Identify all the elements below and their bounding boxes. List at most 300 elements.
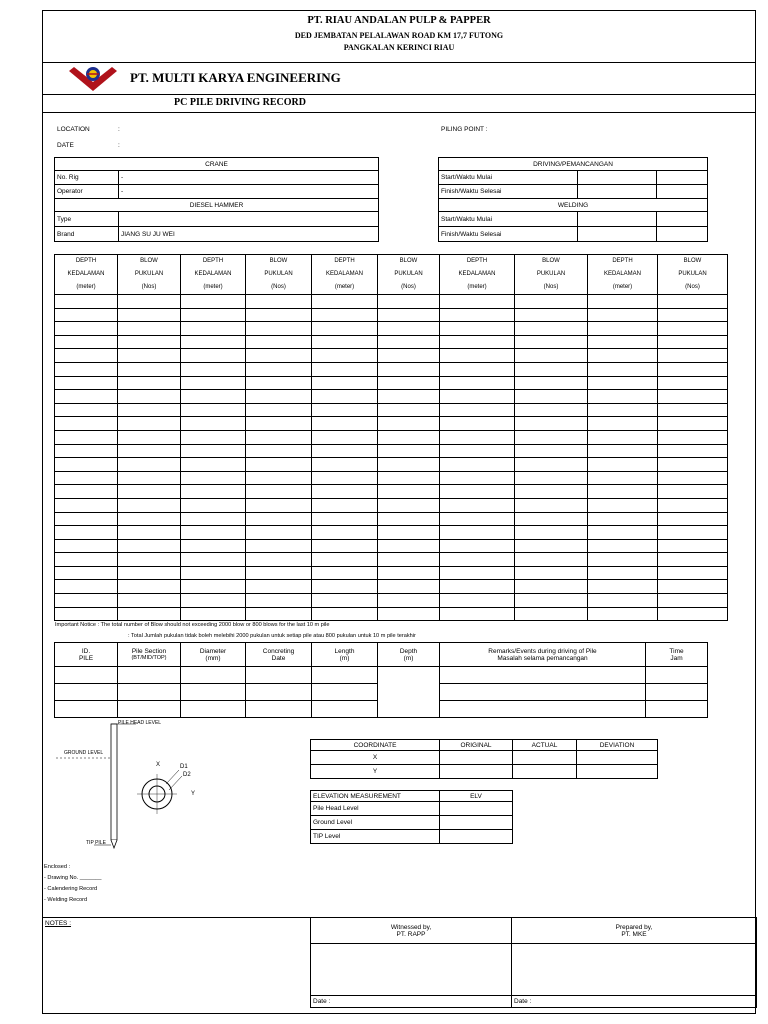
depth-cell[interactable]	[312, 349, 378, 363]
depth-cell[interactable]	[181, 295, 246, 309]
blow-cell[interactable]	[658, 471, 728, 485]
blow-cell[interactable]	[246, 526, 312, 540]
blow-cell[interactable]	[118, 526, 181, 540]
depth-cell[interactable]	[312, 403, 378, 417]
blow-cell[interactable]	[118, 403, 181, 417]
remarks-header: Remarks/Events during driving of Pile Masalah selama pemancangan	[440, 643, 646, 667]
depth-cell[interactable]	[588, 553, 658, 567]
pile-cell[interactable]	[118, 667, 181, 684]
elevation-cell[interactable]	[440, 830, 513, 844]
witness-date[interactable]: Date :	[311, 996, 512, 1008]
blow-cell[interactable]	[118, 498, 181, 512]
blow-cell[interactable]	[118, 512, 181, 526]
blow-cell[interactable]	[658, 362, 728, 376]
blow-cell[interactable]	[246, 403, 312, 417]
depth-cell[interactable]	[588, 485, 658, 499]
depth-cell[interactable]	[181, 498, 246, 512]
depth-cell[interactable]	[181, 471, 246, 485]
blow-cell[interactable]	[658, 553, 728, 567]
depth-cell[interactable]	[440, 403, 515, 417]
depth-cell[interactable]	[181, 580, 246, 594]
depth-cell[interactable]	[312, 512, 378, 526]
depth-cell[interactable]	[588, 349, 658, 363]
blow-cell[interactable]	[515, 295, 588, 309]
depth-cell[interactable]	[55, 390, 118, 404]
blow-cell[interactable]	[378, 322, 440, 336]
blow-cell[interactable]	[515, 430, 588, 444]
blow-cell[interactable]	[118, 553, 181, 567]
blow-cell[interactable]	[118, 471, 181, 485]
depth-cell[interactable]	[588, 430, 658, 444]
depth-cell[interactable]	[55, 458, 118, 472]
depth-cell[interactable]	[440, 308, 515, 322]
depth-cell[interactable]	[181, 458, 246, 472]
depth-cell[interactable]	[55, 376, 118, 390]
depth-cell[interactable]	[181, 430, 246, 444]
depth-cell[interactable]	[312, 485, 378, 499]
blow-cell[interactable]	[246, 390, 312, 404]
depth-cell[interactable]	[55, 485, 118, 499]
blow-cell[interactable]	[118, 376, 181, 390]
depth-cell[interactable]	[181, 539, 246, 553]
blow-cell[interactable]	[378, 349, 440, 363]
depth-cell[interactable]	[440, 526, 515, 540]
witness-signature-area[interactable]	[311, 944, 512, 996]
depth-cell[interactable]	[588, 376, 658, 390]
blow-cell[interactable]	[515, 498, 588, 512]
blow-cell[interactable]	[118, 485, 181, 499]
blow-cell[interactable]	[118, 295, 181, 309]
blow-cell[interactable]	[378, 607, 440, 621]
blow-cell[interactable]	[378, 485, 440, 499]
blow-cell[interactable]	[378, 376, 440, 390]
blow-cell[interactable]	[515, 376, 588, 390]
pile-depth-cell[interactable]	[378, 667, 440, 718]
pile-cell[interactable]	[312, 684, 378, 701]
depth-cell[interactable]	[181, 403, 246, 417]
blow-cell[interactable]	[658, 295, 728, 309]
pile-cell[interactable]	[55, 667, 118, 684]
elevation-cell[interactable]	[440, 802, 513, 816]
blow-cell[interactable]	[118, 539, 181, 553]
depth-cell[interactable]	[440, 553, 515, 567]
blow-cell[interactable]	[246, 349, 312, 363]
pile-cell[interactable]	[312, 701, 378, 718]
type-value[interactable]	[119, 212, 379, 227]
welding-start-value[interactable]	[578, 212, 657, 227]
blow-cell[interactable]	[658, 539, 728, 553]
blow-cell[interactable]	[118, 607, 181, 621]
depth-cell[interactable]	[55, 498, 118, 512]
blow-cell[interactable]	[246, 607, 312, 621]
blow-cell[interactable]	[658, 512, 728, 526]
blow-cell[interactable]	[658, 485, 728, 499]
blow-cell[interactable]	[515, 362, 588, 376]
blow-cell[interactable]	[658, 335, 728, 349]
piling-point-label: PILING POINT :	[441, 126, 488, 133]
blow-cell[interactable]	[246, 458, 312, 472]
blow-cell[interactable]	[118, 362, 181, 376]
driving-finish-value[interactable]	[578, 185, 657, 199]
company-logo-icon	[66, 64, 120, 92]
blow-cell[interactable]	[658, 580, 728, 594]
blow-cell[interactable]	[378, 539, 440, 553]
depth-cell[interactable]	[181, 526, 246, 540]
pile-cell[interactable]	[440, 667, 646, 684]
blow-cell[interactable]	[515, 335, 588, 349]
blow-cell[interactable]	[658, 417, 728, 431]
driving-finish-extra[interactable]	[657, 185, 708, 199]
depth-cell[interactable]	[588, 594, 658, 608]
depth-cell[interactable]	[55, 566, 118, 580]
depth-cell[interactable]	[55, 471, 118, 485]
blow-cell[interactable]	[118, 322, 181, 336]
pile-cell[interactable]	[246, 701, 312, 718]
blow-cell[interactable]	[246, 430, 312, 444]
blow-cell[interactable]	[515, 458, 588, 472]
depth-cell[interactable]	[312, 498, 378, 512]
operator-value[interactable]: -	[119, 185, 379, 199]
blow-cell[interactable]	[515, 580, 588, 594]
driving-start-extra[interactable]	[657, 171, 708, 185]
depth-cell[interactable]	[55, 607, 118, 621]
pile-cell[interactable]	[55, 701, 118, 718]
pile-cell[interactable]	[246, 667, 312, 684]
depth-cell[interactable]	[312, 580, 378, 594]
blow-cell[interactable]	[246, 539, 312, 553]
depth-cell[interactable]	[312, 295, 378, 309]
blow-cell[interactable]	[515, 594, 588, 608]
blow-cell[interactable]	[246, 444, 312, 458]
blow-cell[interactable]	[118, 444, 181, 458]
blow-cell[interactable]	[515, 526, 588, 540]
pile-cell[interactable]	[312, 667, 378, 684]
depth-cell[interactable]	[312, 430, 378, 444]
blow-cell[interactable]	[378, 471, 440, 485]
blow-cell[interactable]	[515, 417, 588, 431]
depth-cell[interactable]	[181, 485, 246, 499]
blow-cell[interactable]	[118, 580, 181, 594]
depth-cell[interactable]	[440, 539, 515, 553]
depth-cell[interactable]	[181, 594, 246, 608]
blow-cell[interactable]	[118, 335, 181, 349]
blow-record-row	[55, 362, 728, 376]
blow-cell[interactable]	[378, 417, 440, 431]
depth-cell[interactable]	[181, 308, 246, 322]
blow-cell[interactable]	[658, 458, 728, 472]
elevation-header: ELEVATION MEASUREMENT	[311, 791, 440, 802]
depth-cell[interactable]	[440, 512, 515, 526]
length-header: Length (m)	[312, 643, 378, 667]
blow-cell[interactable]	[246, 417, 312, 431]
blow-cell[interactable]	[118, 308, 181, 322]
depth-cell[interactable]	[181, 376, 246, 390]
driving-start-value[interactable]	[578, 171, 657, 185]
blow-cell[interactable]	[658, 430, 728, 444]
blow-cell[interactable]	[515, 553, 588, 567]
blow-cell[interactable]	[378, 308, 440, 322]
blow-cell[interactable]	[658, 566, 728, 580]
depth-cell[interactable]	[312, 376, 378, 390]
blow-cell[interactable]	[378, 566, 440, 580]
blow-cell[interactable]	[118, 430, 181, 444]
depth-cell[interactable]	[440, 594, 515, 608]
blow-cell[interactable]	[118, 566, 181, 580]
depth-cell[interactable]	[588, 444, 658, 458]
coordinate-cell[interactable]	[513, 765, 577, 779]
depth-cell[interactable]	[440, 322, 515, 336]
blow-cell[interactable]	[658, 403, 728, 417]
blow-record-row	[55, 553, 728, 567]
depth-cell[interactable]	[588, 362, 658, 376]
blow-cell[interactable]	[378, 580, 440, 594]
depth-cell[interactable]	[312, 444, 378, 458]
depth-cell[interactable]	[312, 322, 378, 336]
blow-cell[interactable]	[246, 498, 312, 512]
depth-cell[interactable]	[312, 607, 378, 621]
blow-cell[interactable]	[118, 458, 181, 472]
blow-cell[interactable]	[378, 403, 440, 417]
depth-cell[interactable]	[440, 417, 515, 431]
blow-cell[interactable]	[658, 594, 728, 608]
blow-cell[interactable]	[246, 376, 312, 390]
blow-cell[interactable]	[658, 376, 728, 390]
depth-cell[interactable]	[440, 376, 515, 390]
no-rig-value[interactable]: -	[119, 171, 379, 185]
blow-cell[interactable]	[246, 322, 312, 336]
depth-cell[interactable]	[55, 362, 118, 376]
blow-cell[interactable]	[246, 485, 312, 499]
depth-cell[interactable]	[55, 512, 118, 526]
blow-cell[interactable]	[658, 322, 728, 336]
blow-cell[interactable]	[118, 417, 181, 431]
blow-cell[interactable]	[378, 430, 440, 444]
depth-cell[interactable]	[312, 553, 378, 567]
coordinate-cell[interactable]	[440, 765, 513, 779]
depth-cell[interactable]	[181, 607, 246, 621]
blow-cell[interactable]	[246, 295, 312, 309]
blow-cell[interactable]	[515, 322, 588, 336]
depth-cell[interactable]	[588, 471, 658, 485]
depth-cell[interactable]	[588, 390, 658, 404]
pile-cell[interactable]	[246, 684, 312, 701]
blow-cell[interactable]	[246, 335, 312, 349]
operator-label: Operator	[55, 185, 119, 199]
depth-cell[interactable]	[440, 607, 515, 621]
blow-cell[interactable]	[515, 607, 588, 621]
blow-cell[interactable]	[515, 390, 588, 404]
coordinate-cell[interactable]	[577, 765, 658, 779]
blow-cell[interactable]	[378, 512, 440, 526]
blow-cell[interactable]	[378, 390, 440, 404]
depth-cell[interactable]	[55, 594, 118, 608]
blow-cell[interactable]	[515, 308, 588, 322]
depth-cell[interactable]	[588, 526, 658, 540]
pile-cell[interactable]	[646, 684, 708, 701]
depth-cell[interactable]	[588, 403, 658, 417]
blow-cell[interactable]	[378, 594, 440, 608]
depth-cell[interactable]	[588, 607, 658, 621]
depth-cell[interactable]	[588, 580, 658, 594]
blow-cell[interactable]	[246, 308, 312, 322]
blow-cell[interactable]	[515, 471, 588, 485]
blow-cell[interactable]	[378, 295, 440, 309]
depth-cell[interactable]	[588, 322, 658, 336]
depth-cell[interactable]	[440, 580, 515, 594]
depth-cell[interactable]	[181, 444, 246, 458]
blow-cell[interactable]	[658, 498, 728, 512]
depth-cell[interactable]	[440, 362, 515, 376]
blow-cell[interactable]	[658, 349, 728, 363]
pile-cell[interactable]	[646, 701, 708, 718]
blow-cell[interactable]	[118, 349, 181, 363]
depth-cell[interactable]	[440, 390, 515, 404]
depth-cell[interactable]	[181, 349, 246, 363]
blow-cell[interactable]	[246, 580, 312, 594]
depth-cell[interactable]	[55, 553, 118, 567]
depth-cell[interactable]	[55, 403, 118, 417]
depth-cell[interactable]	[55, 580, 118, 594]
blow-cell[interactable]	[515, 349, 588, 363]
prepared-date[interactable]: Date :	[512, 996, 757, 1008]
depth-cell[interactable]	[181, 390, 246, 404]
pile-cell[interactable]	[440, 684, 646, 701]
pile-cell[interactable]	[55, 684, 118, 701]
date-colon: :	[118, 142, 120, 149]
depth-cell[interactable]	[312, 526, 378, 540]
pile-cell[interactable]	[181, 684, 246, 701]
coordinate-cell[interactable]	[513, 751, 577, 765]
depth-cell[interactable]	[440, 430, 515, 444]
pile-cell[interactable]	[646, 667, 708, 684]
welding-start-extra[interactable]	[657, 212, 708, 227]
blow-cell[interactable]	[658, 390, 728, 404]
depth-cell[interactable]	[312, 417, 378, 431]
depth-cell[interactable]	[55, 308, 118, 322]
depth-cell[interactable]	[588, 335, 658, 349]
pile-cell[interactable]	[118, 684, 181, 701]
depth-cell[interactable]	[588, 512, 658, 526]
blow-cell[interactable]	[658, 526, 728, 540]
coordinate-cell[interactable]	[440, 751, 513, 765]
depth-cell[interactable]	[588, 498, 658, 512]
welding-finish-value[interactable]	[578, 227, 657, 242]
blow-cell[interactable]	[246, 512, 312, 526]
depth-cell[interactable]	[440, 498, 515, 512]
blow-cell[interactable]	[378, 458, 440, 472]
blow-cell[interactable]	[515, 566, 588, 580]
depth-cell[interactable]	[312, 458, 378, 472]
depth-cell[interactable]	[440, 295, 515, 309]
depth-cell[interactable]	[55, 539, 118, 553]
blow-cell[interactable]	[246, 471, 312, 485]
depth-cell[interactable]	[588, 417, 658, 431]
depth-cell[interactable]	[440, 485, 515, 499]
blow-cell[interactable]	[515, 539, 588, 553]
blow-cell[interactable]	[378, 335, 440, 349]
depth-cell[interactable]	[312, 390, 378, 404]
elevation-cell[interactable]	[440, 816, 513, 830]
depth-cell[interactable]	[181, 417, 246, 431]
depth-cell[interactable]	[312, 471, 378, 485]
depth-cell[interactable]	[588, 308, 658, 322]
blow-cell[interactable]	[246, 594, 312, 608]
blow-cell[interactable]	[246, 362, 312, 376]
blow-cell[interactable]	[378, 553, 440, 567]
blow-cell[interactable]	[658, 444, 728, 458]
depth-cell[interactable]	[588, 539, 658, 553]
depth-cell[interactable]	[588, 458, 658, 472]
blow-cell[interactable]	[378, 444, 440, 458]
depth-cell[interactable]	[440, 458, 515, 472]
depth-cell[interactable]	[440, 444, 515, 458]
blow-cell[interactable]	[658, 308, 728, 322]
depth-cell[interactable]	[588, 295, 658, 309]
prepared-signature-area[interactable]	[512, 944, 757, 996]
depth-column-header: DEPTH KEDALAMAN (meter)	[181, 255, 246, 295]
blow-cell[interactable]	[658, 607, 728, 621]
depth-cell[interactable]	[181, 335, 246, 349]
pile-cell[interactable]	[181, 667, 246, 684]
depth-cell[interactable]	[181, 322, 246, 336]
blow-record-row	[55, 390, 728, 404]
blow-cell[interactable]	[246, 566, 312, 580]
brand-value[interactable]: JIANG SU JU WEI	[119, 227, 379, 242]
depth-cell[interactable]	[312, 335, 378, 349]
blow-cell[interactable]	[378, 526, 440, 540]
depth-cell[interactable]	[55, 295, 118, 309]
depth-cell[interactable]	[55, 526, 118, 540]
depth-cell[interactable]	[440, 335, 515, 349]
depth-cell[interactable]	[312, 362, 378, 376]
depth-cell[interactable]	[181, 362, 246, 376]
depth-cell[interactable]	[55, 335, 118, 349]
pile-cell[interactable]	[181, 701, 246, 718]
depth-cell[interactable]	[440, 566, 515, 580]
blow-cell[interactable]	[515, 485, 588, 499]
blow-cell[interactable]	[118, 390, 181, 404]
depth-cell[interactable]	[312, 594, 378, 608]
depth-cell[interactable]	[588, 566, 658, 580]
blow-column-header: BLOW PUKULAN (Nos)	[378, 255, 440, 295]
pile-cell[interactable]	[118, 701, 181, 718]
blow-cell[interactable]	[378, 498, 440, 512]
coordinate-cell[interactable]	[577, 751, 658, 765]
depth-cell[interactable]	[440, 349, 515, 363]
blow-cell[interactable]	[515, 512, 588, 526]
blow-cell[interactable]	[118, 594, 181, 608]
blow-cell[interactable]	[515, 444, 588, 458]
depth-cell[interactable]	[312, 566, 378, 580]
depth-cell[interactable]	[181, 512, 246, 526]
depth-cell[interactable]	[55, 430, 118, 444]
depth-cell[interactable]	[55, 322, 118, 336]
depth-cell[interactable]	[181, 566, 246, 580]
depth-cell[interactable]	[181, 553, 246, 567]
coordinate-header: COORDINATE	[311, 740, 440, 751]
depth-cell[interactable]	[55, 444, 118, 458]
depth-cell[interactable]	[440, 471, 515, 485]
welding-finish-extra[interactable]	[657, 227, 708, 242]
blow-cell[interactable]	[515, 403, 588, 417]
blow-cell[interactable]	[246, 553, 312, 567]
depth-cell[interactable]	[55, 417, 118, 431]
pile-cell[interactable]	[440, 701, 646, 718]
depth-cell[interactable]	[55, 349, 118, 363]
depth-cell[interactable]	[312, 308, 378, 322]
blow-cell[interactable]	[378, 362, 440, 376]
depth-cell[interactable]	[312, 539, 378, 553]
